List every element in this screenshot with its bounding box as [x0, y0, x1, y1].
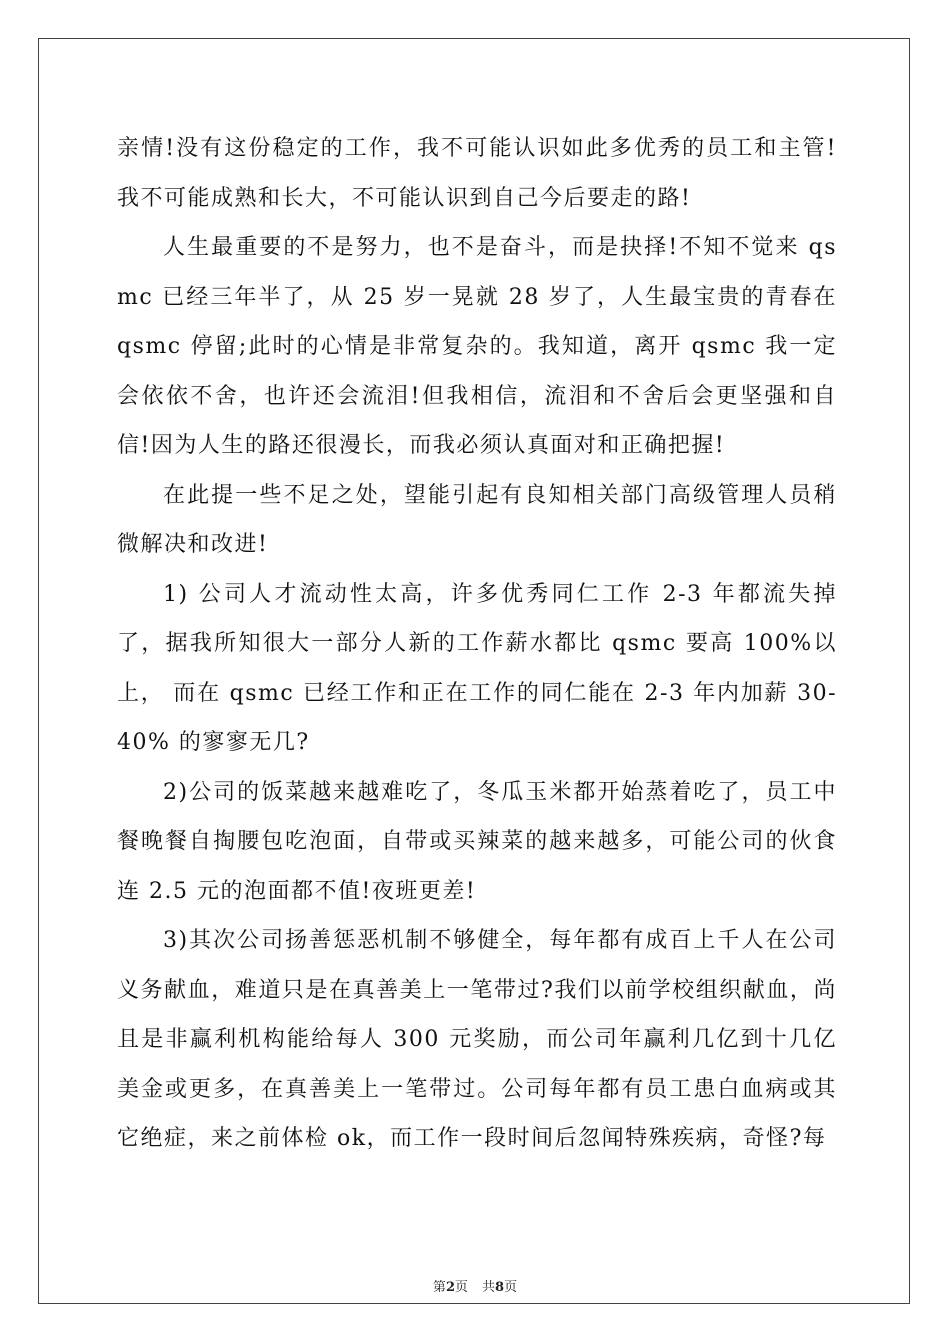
paragraph: 在此提一些不足之处，望能引起有良知相关部门高级管理人员稍微解决和改进! [117, 482, 837, 557]
paragraph: 1) 公司人才流动性太高，许多优秀同仁工作 2-3 年都流失掉了，据我所知很大一部分人新的工作薪水都比 qsmc 要高 100%以上， 而在 qsmc 已经工作和正在工作的同仁能在 2-3 年内加薪 30-40% 的寥寥无几? [117, 581, 837, 755]
page-footer [0, 1276, 950, 1295]
paragraph: 人生最重要的不是努力，也不是奋斗，而是抉择!不知不觉来 qsmc 已经三年半了，从 25 岁一晃就 28 岁了，人生最宝贵的青春在 qsmc 停留;此时的心情是非常复杂的。我知道，离开 qsmc 我一定会依依不舍，也许还会流泪!但我相信，流泪和不舍后会更坚强和自信!因为人生的路还很漫长，而我必须认真面对和正确把握! [117, 235, 837, 458]
page-total [482, 1280, 517, 1295]
document-body [117, 124, 837, 1164]
page-suffix: 页 [454, 1280, 468, 1295]
paragraph: 亲情!没有这份稳定的工作，我不可能认识如此多优秀的员工和主管!我不可能成熟和长大，不可能认识到自己今后要走的路! [117, 136, 837, 211]
paragraph: 2)公司的饭菜越来越难吃了，冬瓜玉米都开始蒸着吃了，员工中餐晚餐自掏腰包吃泡面，自带或买辣菜的越来越多，可能公司的伙食连 2.5 元的泡面都不值!夜班更差! [117, 779, 837, 904]
total-pages: 8 [495, 1280, 505, 1295]
total-suffix: 页 [504, 1280, 518, 1295]
total-prefix: 共 [482, 1280, 496, 1295]
paragraph: 3)其次公司扬善惩恶机制不够健全，每年都有成百上千人在公司义务献血，难道只是在真善美上一笔带过?我们以前学校组织献血，尚且是非赢利机构能给每人 300 元奖励，而公司年赢利几亿到十几亿美金或更多，在真善美上一笔带过。公司每年都有员工患白血病或其它绝症，来之前体检 ok，而工作一段时间后忽闻特殊疾病，奇怪?每 [117, 928, 837, 1151]
page-prefix: 第 [432, 1280, 446, 1295]
current-page: 2 [445, 1280, 455, 1295]
page-number [433, 1280, 468, 1295]
